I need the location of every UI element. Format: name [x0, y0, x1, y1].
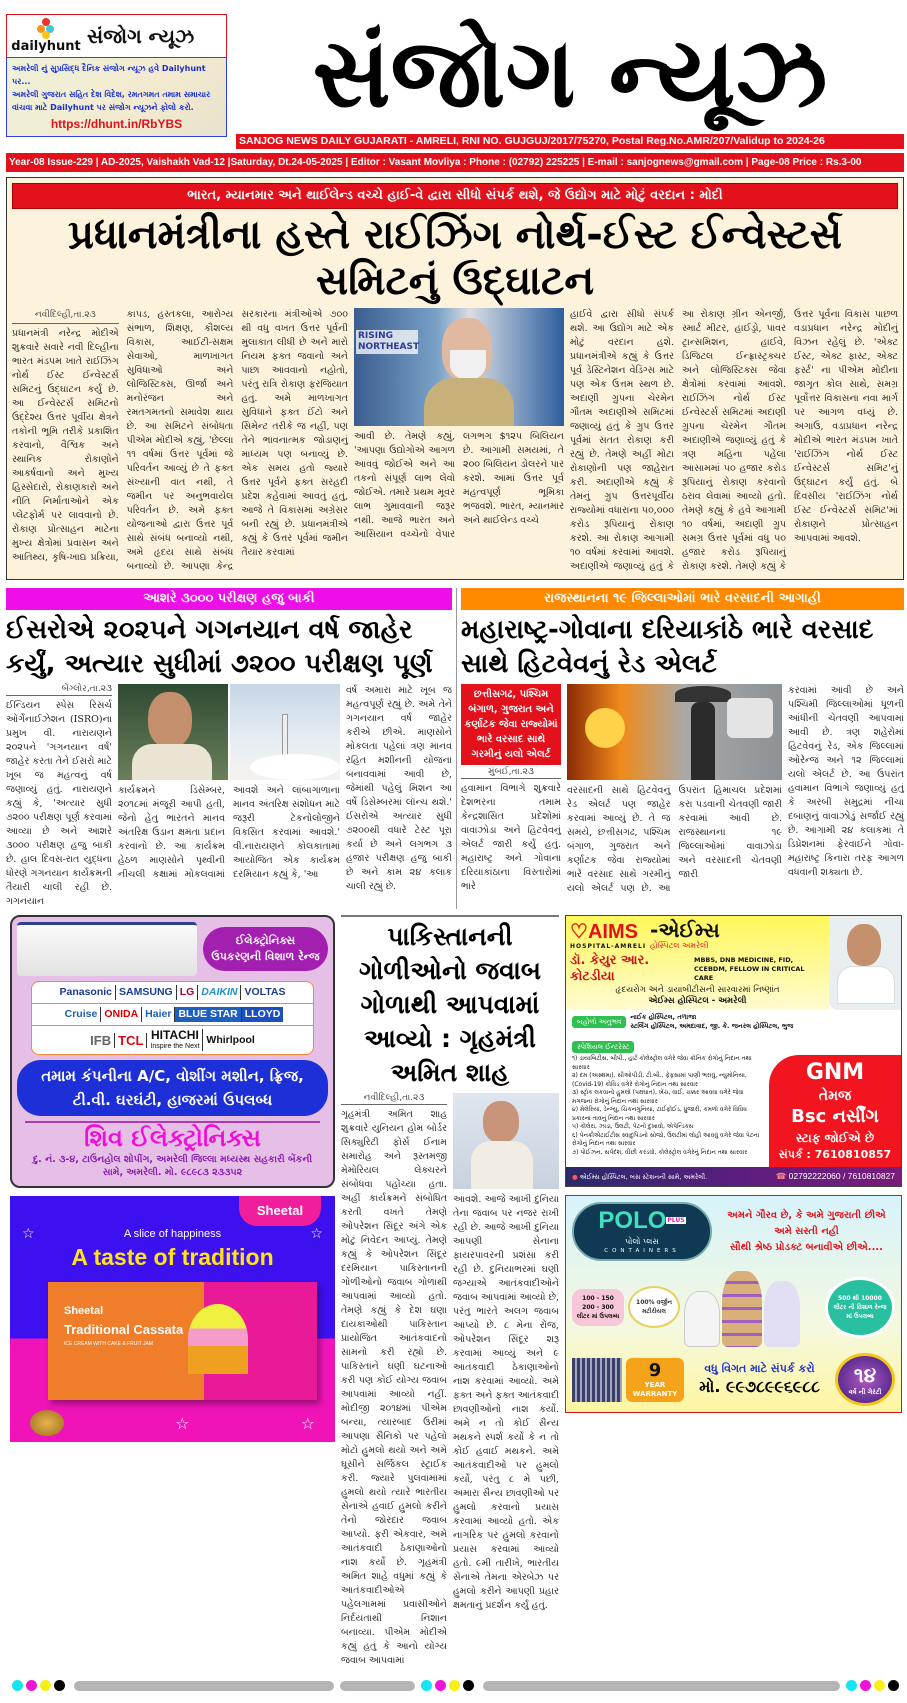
hospital-address: ● એઈમ્સ હોસ્પિટલ, બસ સ્ટેશનની સામે, અમરેલી.	[572, 1172, 708, 1181]
water-tank-image	[722, 1271, 762, 1347]
shah-headline: પાકિસ્તાનની ગોળીઓનો જવાબ ગોળાથી આપવામાં આવ્યો : ગૃહમંત્રી અમિત શાહ	[359, 922, 541, 1087]
dateline: નવીદિલ્હી,તા.૨૩	[12, 308, 119, 324]
registration-strip: SANJOG NEWS DAILY GUJARATI - AMRELI, RNI NO. GUJGUJ/2017/75270, Postal Reg.No.AMR/207/Validup to 2024-26	[236, 134, 904, 149]
special-interest-label: સ્પેશિયલ ઈન્ટરેસ્ટ	[572, 1041, 634, 1053]
color-registration-marks	[846, 1676, 902, 1695]
isro-body-1: ઈન્ડિયન સ્પેસ રિસર્ચ ઓર્ગેનાઈઝેશન (ISRO)ના પ્રમુખ વી. નારાયણને ૨૦૨૫ને 'ગગનયાન વર્ષ' જાહેર કરતા તેને ઈસરો માટે ખૂબ જ મહત્વનું વર્ષ જણાવ્યું હતું. નારાયણને કહ્યું કે, 'અત્યાર સુધી ૭૨૦૦ પરીક્ષણ પૂર્ણ કરવામાં આવ્યા છે અને આશરે ૩૦૦૦ પરીક્ષણ હજુ બાકી છે. હાલ દિવસ-રાત યુદ્ધના ધોરણે ગગનયાન કાર્યક્રમની તૈયારી ચાલી રહી છે. ગગનયાન	[6, 700, 112, 907]
header	[0, 0, 907, 149]
rain-headline	[461, 613, 904, 681]
air-conditioner-image	[17, 922, 197, 976]
amit-shah-photo	[453, 1093, 559, 1189]
rain-heatwave-photo	[567, 684, 782, 780]
sheetal-headline: A taste of tradition	[71, 1244, 274, 1270]
water-tank-image	[764, 1281, 800, 1347]
solar-heater-image	[572, 1358, 622, 1402]
lead-body-mid: આવી છે. તેમણે કહ્યું, 'આપણા ઉદ્યોગોએ આગળ આવવું જોઈએ અને આ તકનો સંપૂર્ણ લાભ લેવો જોઈએ. તમારે પ્રથમ મૂવર લાભ ગુમાવવાની જરૂર નથી. આજે ભારત અને આસિયાન વચ્ચેનો વેપાર લગભગ $૧૨૫ બિલિયન છે. આગામી સમયમાં, તે ૨૦૦ બિલિયન ડોલરને પાર કરશે. આમાં ઉત્તર પૂર્વ મહત્વપૂર્ણ ભૂમિકા ભજવશે. ભારત, મ્યાનમાર અને થાઈલેન્ડ વચ્ચે	[354, 431, 564, 540]
polo-logo: $POLO^{PLUS}$ પોલો પ્લસ CONTAINERS	[572, 1202, 712, 1261]
aims-logo: AIMS	[587, 921, 638, 943]
hospital-name: એઈમ્સ હોસ્પિટલ - અમરેલી	[648, 996, 747, 1006]
dailyhunt-promo	[6, 58, 227, 137]
heart-plus-icon: ♡	[570, 921, 588, 943]
shop-address: દુ. નં. ૩-૪, ટાઉનહોલ શોપીંગ, અમરેલી જિલ્લા મધ્યસ્થ સહકારી બેંકની સામે, અમરેલી. મો. ૯૮૯૮૩ ૨૩૩૫૨	[32, 1154, 313, 1178]
rain-body-2: વરસાદની સાથે હિટવેવનું રેડ એલર્ટ પણ જાહેર કરવામાં આવ્યું છે. તે જ સમયે, છત્તીસગઢ, પશ્ચિમ બંગાળ, ગુજરાત અને કર્ણાટક જેવા રાજ્યોમાં ભારે વરસાદ સાથે ગરમીનું યલો એલર્ટ પણ છે. આ ઉપરાંત હિમાચલ પ્રદેશમાં કરા પડવાની ચેતવણી જારી કરવામાં આવી છે. રાજસ્થાનના ૧૯ જિલ્લાઓમાં વાવાઝોડા અને વરસાદની ચેતવણી જારી	[567, 785, 782, 894]
isro-headline-2: કર્યું, અત્યાર સુધીમાં ૭૨૦૦ પરીક્ષણ પૂર્ણ	[6, 649, 433, 679]
doctor-name: ડૉ. કેયુર આર. કોટડીયા	[570, 953, 650, 984]
lead-article	[6, 177, 904, 580]
lead-kicker: ભારત, મ્યાનમાર અને થાઈલેન્ડ વચ્ચે હાઈ-વે દ્વારા સીધો સંપર્ક થશે, જે ઉદ્યોગ માટે મોટું વરદાન : મોદી	[12, 183, 898, 209]
specialty: હૃદયરોગ અને ડાયાબીટીસની સારવારમાં નિષ્ણાંત	[615, 985, 780, 995]
ad-sheetal-cassata[interactable]	[10, 1196, 335, 1442]
dailyhunt-title: સંજોગ ન્યૂઝ	[87, 24, 195, 48]
rain-highlight-box: છત્તીસગઢ, પશ્ચિમ બંગાળ, ગુજરાત અને કર્ણાટક જેવા રાજ્યોમાં ભારે વરસાદ સાથે ગરમીનું યલો એલર્ટ	[461, 684, 561, 765]
location-pin-icon: ●	[572, 1172, 580, 1181]
rain-body-3: કરવામાં આવી છે અને પશ્ચિમી જિલ્લાઓમાં ધૂળની આંધીની ચેતવણી આપવામાં આવી છે. ત્રણ શહેરોમાં હિટવેવનું રેડ, એક જિલ્લામાં ઓરેન્જ અને ૧૨ જિલ્લામાં યલો એલર્ટ છે. આ ઉપરાંત હવામાન વિભાગે જણાવ્યું હતું કે અરબી સમુદ્રમાં નીચા દબાણનું વાવાઝોડું સર્જાઈ રહ્યું છે. આગામી ૨૪ કલાકમાં તે ડિપ્રેશનમાં ફેરવાઈને ગોવા-મહારાષ્ટ્ર કિનારા તરફ આગળ વધવાની શક્યતા છે.	[788, 685, 904, 878]
sheetal-tagline: A slice of happiness	[123, 1228, 222, 1240]
isro-headline	[6, 613, 452, 681]
color-registration-marks	[421, 1676, 477, 1695]
water-tank-image	[684, 1291, 720, 1347]
isro-body-3: વર્ષ અમારા માટે ખૂબ જ મહત્વપૂર્ણ રહ્યું છે. અમે તેને ગગનયાન વર્ષ જાહેર કરીએ છીએ. માણસોને મોકલતા પહેલાં ત્રણ માનવ રહિત મશીનની યોજના બનાવવામાં આવી છે, જેમાંથી પહેલું મિશન આ વર્ષે ડિસેમ્બરમાં લૉન્ચ થશે.' ઈસરોએ અત્યાર સુધી ૭૨૦૦થી વધારે ટેસ્ટ પૂરા કર્યા છે અને લગભગ ૩ હજાર પરીક્ષણ હજુ બાકી છે અને કામ ૨૪ કલાક ચાલી રહ્યું છે.	[346, 685, 452, 892]
ad-aims-hospital[interactable]	[565, 915, 902, 1187]
promo-line: અમરેલી ગુજરાત સહિત દેશ વિદેશ, રમતગમત તમામ સમાચાર	[12, 90, 211, 99]
phone-icon: ☎	[775, 1171, 789, 1181]
hitachi-tagline: Inspire the Next	[150, 1043, 200, 1050]
aims-logo-sub: HOSPITAL-AMRELI	[570, 943, 647, 950]
nursing-jobs-banner: GNM તેમજ Bsc નર્સીંગ સ્ટાફ જોઈએ છે સંપર્ક : 7610810857	[769, 1055, 901, 1167]
issue-info-bar: Year-08 Issue-229 | AD-2025, Vaishakh Vad-12 |Saturday, Dt.24-05-2025 | Editor : Vasant Movliya : Phone : (02792) 225225 | E-mail : sanjognews@gmail.com | Page-08 Price : Rs.3-00	[6, 153, 904, 172]
footer-bar	[483, 1681, 840, 1691]
doctor-photo	[829, 916, 901, 1010]
brand-logos: Panasonic SAMSUNG LG DAIKIN VOLTAS Cruise ONIDA Haier BLUE STAR LLOYD IFB TCL HITACHI Inspire the Next Whirlpool	[31, 981, 314, 1055]
rain-kicker: રાજસ્થાનના ૧૯ જિલ્લાઓમાં ભારે વરસાદની આગાહી	[461, 588, 904, 610]
range-badge: 500 થી 10000 લીટર ની વિશાળ રેન્જ માં ઉપલબ્ધ	[825, 1277, 895, 1338]
ad-polo-plus-containers[interactable]	[565, 1195, 902, 1413]
size-tag: 100 - 150 200 - 300 લીટર માં ઉપલબ્ધ	[572, 1289, 624, 1326]
cassata-box-image: Sheetal Traditional Cassata ICE CREAM WITH CAKE & FRUIT JAM	[48, 1282, 317, 1400]
aims-title: -એઈમ્સ	[650, 918, 720, 942]
color-registration-marks	[12, 1676, 68, 1695]
modi-summit-photo	[354, 308, 564, 426]
dateline: મુંબઈ,તા.૨૩	[461, 767, 561, 779]
dailyhunt-flower-icon	[36, 18, 56, 39]
isro-article	[6, 588, 452, 909]
rain-body-1: હવામાન વિભાગે શુક્રવારે દેશભરના તમામ કેન્દ્રશાસિત પ્રદેશોમાં વાવાઝોડા અને હિટવેવનું એલર્ટ જારી કર્યું હતું. મહારાષ્ટ્ર અને ગોવાના દરિયાકાંઠાના વિસ્તારોમાં ભારે	[461, 783, 561, 892]
footer-bar	[74, 1681, 334, 1691]
promo-line: વાંચવા માટે Dailyhunt પર સંજોગ ન્યૂઝને ફોલો કરો.	[12, 103, 194, 112]
lead-headline: પ્રધાનમંત્રીના હસ્તે રાઈઝિંગ નોર્થ-ઈસ્ટ ઈન્વેસ્ટર્સ સમિટનું ઉદ્ઘાટન	[67, 212, 843, 304]
isro-body-2: કાર્યક્રમને ડિસેમ્બર, ૨૦૧૮માં મંજૂરી આપી હતી, જેનો હેતુ ભારતને માનવ અંતરિક્ષ ઉડાન ક્ષમતા પ્રદાન કરવાનો છે. આ કાર્યક્રમ હેઠળ માણસોને પૃથ્વીની નીચલી કક્ષામાં મોકલવામાં આવશે અને લાંબાગાળાના માનવ અંતરિક્ષ સંશોધન માટે જરૂરી ટેકનોલોજીને વિકસિત કરવામાં આવશે.' વી.નારાયણને કોલકાતામાં આયોજિત એક કાર્યક્રમ દરમિયાન કહ્યું કે, 'આ	[118, 785, 340, 880]
dateline: નવીદિલ્હી,તા.૨૩	[341, 1093, 447, 1105]
rocket-launch-photo	[230, 684, 340, 780]
hospital-phone: ☎ 02792222060 / 7610810827	[775, 1171, 895, 1181]
shop-name: શિવ ઈલેક્ટ્રોનિક્સ	[84, 1124, 261, 1152]
range-badge: ઈલેક્ટ્રોનિક્સ ઉપકરણની વિશાળ રેન્જ	[203, 927, 328, 971]
dailyhunt-box	[6, 14, 227, 137]
star-icon: ☆	[22, 1226, 35, 1242]
shah-body-2: આવશે. આજે આખી દુનિયા તેના જવાબ પર નજર રાખી રહી છે. આજે આખી દુનિયા આપણી સેનાના ફાયરપાવરની પ્રશંસા કરી રહી છે. દુનિયાભરમાં ઘણી જગ્યાએ આતંકવાદીઓને જવાબ આપવામાં આવ્યો છે, પરંતુ ભારતે અલગ જવાબ આપ્યો છે. ૮ મેના રોજ, ઓપરેશન સિંદૂર શરૂ કરવામાં આવ્યું અને ૯ આતંકવાદી ઠેકાણાઓનો નાશ કરવામાં આવ્યો. અમે ફક્ત અને ફક્ત આતંકવાદી છાવણીઓનો નાશ કર્યો. અમે ન તો કોઈ સૈન્ય મથકને સ્પર્શ કર્યો કે ન તો કોઈ હવાઈ મથકને. અમે આતંકવાદીઓ પર હુમલો કર્યો, પરંતુ ૮ મે પછી, અમારા સૈન્ય છાવણીઓ પર હુમલો કરવાનો પ્રયાસ કરવામાં આવ્યો હતો. એક નાગરિક પર હુમલો કરવાનો પ્રયાસ કરવામાં આવ્યો હતો. ૯મી તારીખે, ભારતીય સેનાએ તેમના એરબેઝ પર હુમલો કરીને આપણી પ્રહાર ક્ષમતાનું પ્રદર્શન કર્યું હતું.	[453, 1194, 559, 1611]
promo-line: અમરેલી નું સુપ્રસિદ્ધ દૈનિક સંજોગ ન્યૂઝ હવે Dailyhunt પર...	[12, 64, 206, 86]
star-icon: ☆	[175, 1413, 190, 1433]
lead-body-right: હાઈવે દ્વારા સીધો સંપર્ક થશે. આ ઉદ્યોગ માટે એક મોટું વરદાન હશે. પ્રધાનમંત્રીએ કહ્યું કે ઉત્તર પૂર્વ ડેસ્ટિનેશન વેડિંગ્સ માટે પણ એક ઉત્તમ સ્થળ છે. અદાણી ગ્રુપના ચેરમેન ગૌતમ અદાણીએ સમિટમાં જણાવ્યું હતું કે ગ્રુપ ઉત્તર પૂર્વમાં સતત રોકાણ કરી રહ્યું છે. તેમણે અહીં મોટા રોકાણોની પણ જાહેરાત કરી. અદાણીએ કહ્યું કે તેમનું ગ્રુપ ઉત્તરપૂર્વીય રાજ્યોમાં વધારાના ૫૦,૦૦૦ કરોડ રૂપિયાનું રોકાણ કરશે. આ રોકાણ આગામી ૧૦ વર્ષમાં કરવામાં આવશે. અદાણીએ જણાવ્યું હતું કે આ રોકાણ ગ્રીન એનર્જી, સ્માર્ટ મીટર, હાઈડ્રો, પાવર ટ્રાન્સમિશન, હાઈવે, ડિજિટલ ઈન્ફ્રાસ્ટ્રક્ચર અને લોજિસ્ટિક્સ જેવા ક્ષેત્રોમાં કરવામાં આવશે. રાઈઝિંગ નોર્થ ઈસ્ટ ઈન્વેસ્ટર્સ સમિટમાં અદાણી ગ્રુપના ચેરમેન ગૌતમ અદાણીએ જણાવ્યું હતું કે ત્રણ મહિના પહેલા આસામમાં ૫૦ હજાર કરોડ રૂપિયાનું રોકાણ કરવાનો ઠરાવ લેવામાં આવ્યો હતો. તેમણે કહ્યું કે હવે આગામી ૧૦ વર્ષમાં, અદાણી ગ્રુપ સમગ્ર ઉત્તર પૂર્વમાં વધુ ૫૦ હજાર કરોડ રૂપિયાનું રોકાણ કરશે. તેમણે કહ્યું કે ઉત્તર પૂર્વના વિકાસ પાછળ વડાપ્રધાન નરેન્દ્ર મોદીનું વિઝન રહેલું છે. 'એક્ટ ઈસ્ટ, એક્ટ ફાસ્ટ, એક્ટ ફર્સ્ટ' ના પીએમ મોદીના જાગૃત કોલ સાથે, સમગ્ર પૂર્વોત્તર વિકાસના નવા માર્ગ પર આગળ વધ્યું છે. અગાઉ, વડાપ્રધાન નરેન્દ્ર મોદીએ ભારત મંડપમ ખાતે 'રાઈઝિંગ નોર્થ ઈસ્ટ ઈન્વેસ્ટર્સ સમિટ'નું ઉદ્ઘાટન કર્યું હતું. બે દિવસીય 'રાઈઝિંગ નોર્થ ઈસ્ટ ઈન્વેસ્ટર્સ સમિટ'માં રોકાણને પ્રોત્સાહન આપવામાં આવશે.	[570, 309, 898, 572]
rain-article	[461, 588, 904, 896]
sheetal-logo: Sheetal	[239, 1196, 321, 1226]
dailyhunt-logo-box	[6, 14, 227, 58]
virgin-material-badge: 100% વર્જીન મટીરીયલ	[628, 1286, 680, 1328]
rising-northeast-logo: RISING NORTHEAST	[358, 331, 420, 352]
dailyhunt-brand: dailyhunt	[11, 39, 81, 54]
shah-body-1: ગૃહમંત્રી અમિત શાહ શુક્રવારે યુનિયન હોમ બોર્ડર સિક્યુરિટી ફોર્સ ઈનામ સમારોહ અને રૂસ્તમજી મેમોરિયલ લેક્ચરને સંબોધવા પહોંચ્યા હતા. અહીં કાર્યક્રમને સંબોધિત કરતી વખતે તેમણે ઓપરેશન સિંદૂર અંગે એક મોટું નિવેદન આપ્યું. તેમણે કહ્યું કે ઓપરેશન સિંદૂર દરમિયાન પાકિસ્તાનની ગોળીઓનો જવાબ ગોળાથી આપવામાં આવ્યો હતો. તેમણે કહ્યું કે દેશ ઘણા દાયકાઓથી પાકિસ્તાન પ્રાયોજિત આતંકવાદનો સામનો કરી રહ્યો છે. પાકિસ્તાને ઘણી ઘટનાઓ કરી પણ કોઈ યોગ્ય જવાબ આપવામાં આવ્યો નહીં. મોદીજી ૨૦૧૪માં પીએમ બન્યા, ત્યારબાદ ઉરીમાં આપણા સૈનિકો પર પહેલો મોટો હુમલો થયો અને અમે ઘૂસીને સર્જિકલ સ્ટ્રાઈક કરી. જ્યારે પુલવામામાં હુમલો થયો ત્યારે ભારતીય સેનાએ હવાઈ હુમલો કરીને તેનો જોરદાર જવાબ આપ્યો. ફરી એકવાર, અમે આતંકવાદી ઠેકાણાઓનો નાશ કર્યો છે. ગૃહમંત્રી અમિત શાહે વધુમાં કહ્યું કે આતંકવાદીઓએ પહેલગામમાં પ્રવાસીઓને નિર્દયતાથી નિશાન બનાવ્યા. પીએમ મોદીએ કહ્યું હતું કે આનો યોગ્ય જવાબ આપવામાં	[341, 1109, 447, 1666]
masthead-title: સંજોગ ન્યૂઝ	[312, 17, 828, 129]
warranty-badge: 9 YEAR WARRANTY	[626, 1358, 684, 1402]
star-icon: ☆	[310, 1226, 323, 1242]
rain-headline-1: મહારાષ્ટ્ર-ગોવાના દરિયાકાંઠે ભારે	[461, 615, 793, 645]
star-icon: ☆	[300, 1413, 315, 1433]
footer-bar	[340, 1681, 415, 1691]
column-divider	[456, 588, 457, 909]
aims-subtitle: હોસ્પિટલ અમરેલી	[650, 941, 709, 950]
shah-article	[341, 915, 559, 1668]
dailyhunt-link[interactable]: https://dhunt.in/RbYBS	[50, 117, 183, 131]
rain-headline-2: વરસાદ સાથે હિટવેવનું રેડ એલર્ટ	[461, 615, 874, 679]
isro-headline-1: ઈસરોએ ૨૦૨૫ને ગગનયાન વર્ષ જાહેર	[6, 615, 413, 645]
premium-seal-icon	[30, 1410, 64, 1436]
isro-kicker: આશરે ૩૦૦૦ પરીક્ષણ હજુ બાકી	[6, 588, 452, 610]
jobs-contact: સંપર્ક : 7610810857	[778, 1148, 892, 1161]
product-name: Traditional Cassata	[64, 1322, 184, 1337]
polo-slogan: અમને ગૌરવ છે, કે અમે ગુજરાતી છીએ અમે સસ્તી નહી સૌથી શ્રેષ્ઠ પ્રોડક્ટ બનાવીએ છીએ....	[727, 1209, 886, 1253]
lead-body-left: નવીદિલ્હી,તા.૨૩ પ્રધાનમંત્રી નરેન્દ્ર મોદીએ શુક્રવારે સવારે નવી દિલ્હીના ભારત મંડપમ ખાતે રાઈઝિંગ નોર્થ ઈસ્ટ ઈન્વેસ્ટર્સ સમિટનું ઉદ્ઘાટન કર્યું છે. આ ઈન્વેસ્ટર્સ સમિટનો ઉદ્દેશ્ય ઉત્તર પૂર્વીય ક્ષેત્રને તકોની ભૂમિ તરીકે પ્રકાશિત કરવાનો, વૈશ્વિક અને સ્થાનિક રોકાણોને આકર્ષવાનો અને મુખ્ય હિસ્સેદારો, રોકાણકારો અને નીતિ નિર્માતાઓને એક પ્લેટફોર્મ પર લાવવાનો છે. રોકાણ પ્રોત્સાહન માટેના મુખ્ય ક્ષેત્રોમાં પ્રવાસન અને આતિથ્ય, કૃષિ-ખાદ્ય પ્રક્રિયા, કાપડ, હસ્તકલા, આરોગ્ય સંભાળ, શિક્ષણ, કૌશલ્ય વિકાસ, આઈટી-સક્ષમ સેવાઓ, માળખાગત સુવિધાઓ અને લોજિસ્ટિક્સ, ઊર્જા અને મનોરંજન અને રમતગમતનો સમાવેશ થાય છે. આ સમિટને સંબોધતા પીએમ મોદીએ કહ્યું, 'છેલ્લા ૧૧ વર્ષમાં ઉત્તર પૂર્વમાં જે પરિવર્તન આવ્યું છે તે ફક્ત સંખ્યાની વાત નથી, તે જમીન પર અનુભવાયેલ પરિવર્તન છે. અમે ફક્ત યોજનાઓ દ્વારા ઉત્તર પૂર્વ સાથે સંબંધ બનાવ્યો નથી, અમે હૃદય સાથે સંબંધ બનાવ્યો છે. આપણા કેન્દ્ર સરકારના મંત્રીઓએ ૭૦૦ થી વધુ વખત ઉત્તર પૂર્વની મુલાકાત લીધી છે અને મારો નિયમ ફક્ત જવાનો અને પાછા આવવાનો નહોતો, પરંતુ રાત્રિ રોકાણ ફરજિયાત હતું. અમે માળખાગત સુવિધાને ફક્ત ઈંટો અને સિમેન્ટ તરીકે જ નહીં, પણ તેને ભાવનાત્મક જોડાણનું માધ્યમ પણ બનાવ્યું છે. એક સમય હતો જ્યારે ઉત્તર પૂર્વને ફક્ત સરહદી પ્રદેશ કહેવામાં આવતું હતું, આજે તે વિકાસમાં અગ્રેસર બની રહ્યું છે. પ્રધાનમંત્રીએ કહ્યું કે ઉત્તર પૂર્વમાં જમીન તૈયાર કરવામાં	[12, 309, 348, 572]
experience-item: નાઈક હોસ્પિટલ, તળાજા	[630, 1013, 697, 1021]
ad-shiv-electronics[interactable]	[10, 915, 335, 1188]
products-banner: તમામ કંપનીના A/C, વોશીંગ મશીન, ફ્રિજ, ટી.વી. ઘરઘંટી, હાજરમાં ઉપલબ્ધ	[17, 1060, 328, 1116]
experience-item: સ્ટર્લિંગ હોસ્પિટલ, અમદાવાદ, જી. કે. જનરલ હોસ્પિટલ, ભુજ	[630, 1022, 794, 1030]
services-list: ૧) ડાયાબિટીસ, બીપી., હાર્ટ કોલેસ્ટ્રોલ વગેરે જેવા ક્રોનિક રોગોનું નિદાન તથા સારવાર ૨) દમ (અસ્થમા), સીઓપીડી, ટી.બી., ફેફસામાં પાણી ભરાવું, ન્યુમોનિયા, (Covid-19) કોવિડ વગેરે રોગોનું નિદાન તથા સારવાર ૩) સ્ટ્રોક લકવાનો હુમલો (પક્ષઘાત), ખેંચ, વાઈ, ચક્કર આવવા વગેરે જેવા મગજના રોગોનું નિદાન તથા સારવાર ૪) મેલેરિયા, ડેન્ગ્યુ, ચિકનગુનિયા, ટાઈફોઈડ, ધ્રુજારી, કમળો વગેરે વિવિધ પ્રકારના તાવનું નિદાન તથા સારવાર ૫) કોલેરા, ઝાડા, ઉલટી, પેટનો દુખાવો, એપેન્ડિક્સ ૬) પેનક્રીએટાઈટીસ સ્વાદુપિંડનો સોજો, ઉલટીમાં લોહી આવવું વગેરે જેવા પેટના રોગોનું નિદાન તથા સારવાર ૭) પોઈઝન, સર્પદંશ, વીંછી કરડવો, કોલેસ્ટ્રોલ વગેરેનું નિદાન તથા સારવાર	[572, 1055, 760, 1156]
experience-label: બહોળો અનુભવ	[572, 1016, 626, 1028]
doctor-degrees: MBBS, DNB MEDICINE, FID, CCEBDM, FELLOW IN CRITICAL CARE	[694, 955, 805, 982]
guarantee-badge: ૧૪ વર્ષ ની ગેરંટી	[835, 1353, 895, 1406]
minister-photo	[118, 684, 228, 780]
polo-cta: વધુ વિગત માટે સંપર્ક કરો	[704, 1362, 815, 1375]
dateline: બેંગ્લોર,તા.૨૩	[6, 684, 112, 696]
polo-phone: મો. ૯૯૭૮૯૯૬૯૮૮	[699, 1377, 820, 1396]
